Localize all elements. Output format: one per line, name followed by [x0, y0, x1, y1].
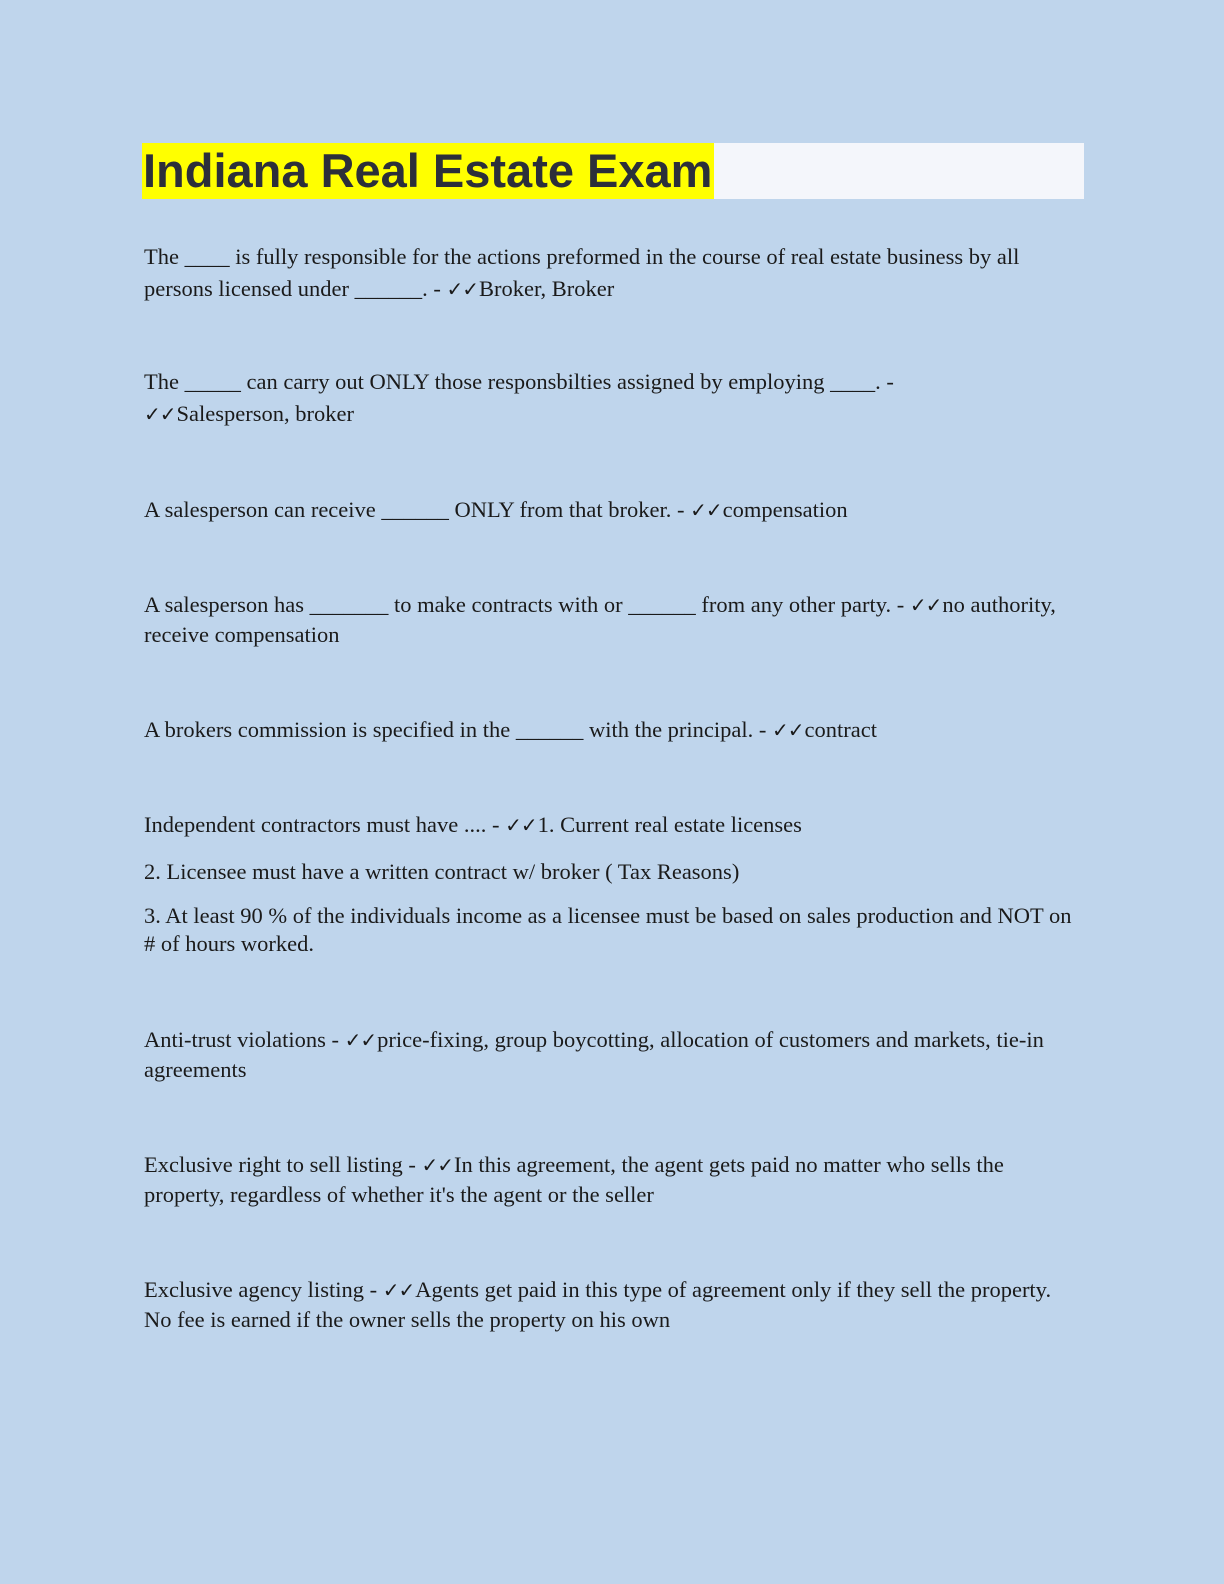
qa-item-7: [144, 1025, 1084, 1085]
double-check-icon: ✓✓: [421, 1153, 453, 1177]
answer-text: Agents get paid in this type of agreement only if they sell the property. No fee is earned if the owner sells the property on his own: [144, 1277, 1052, 1332]
answer-text: contract: [804, 717, 878, 742]
double-check-icon: ✓✓: [772, 718, 804, 742]
qa-text: [144, 494, 1084, 526]
answer-text: In this agreement, the agent gets paid no matter who sells the property, regardless of whether it's the agent or the seller: [144, 1152, 1004, 1207]
qa-item-3: [144, 494, 1084, 526]
double-check-icon: ✓✓: [505, 813, 537, 837]
answer-text: price-fixing, group boycotting, allocation of customers and markets, tie-in agreements: [144, 1027, 1044, 1082]
question-text: Independent contractors must have .... -: [144, 812, 500, 837]
qa-text: [144, 590, 1084, 650]
question-text: A brokers commission is specified in the ______ with the principal. -: [144, 717, 767, 742]
question-text: A salesperson has _______ to make contracts with or ______ from any other party. -: [144, 592, 905, 617]
qa-text: [144, 366, 1084, 430]
qa-text: [144, 1025, 1084, 1085]
double-check-icon: ✓✓: [144, 402, 176, 426]
question-text: Exclusive right to sell listing -: [144, 1152, 416, 1177]
qa-item-8: [144, 1150, 1084, 1210]
answer-text: 1. Current real estate licenses: [537, 812, 802, 837]
qa-text: [144, 241, 1084, 305]
page-title: Indiana Real Estate Exam: [143, 144, 713, 197]
qa-item-5: [144, 714, 1084, 746]
answer-text: Broker, Broker: [478, 276, 615, 301]
double-check-icon: ✓✓: [690, 498, 722, 522]
answer-text: compensation: [722, 497, 848, 522]
qa-text: [144, 714, 1084, 746]
qa-text: [144, 1150, 1084, 1210]
double-check-icon: ✓✓: [446, 277, 478, 301]
question-text: A salesperson can receive ______ ONLY from that broker. -: [144, 497, 685, 522]
answer-text: Salesperson, broker: [176, 401, 354, 426]
double-check-icon: ✓✓: [344, 1028, 377, 1052]
title-bar: [142, 143, 1084, 199]
answer-continuation: 3. At least 90 % of the individuals income as a licensee must be based on sales production and NOT on # of hours worked.: [144, 903, 1072, 956]
qa-text: [144, 1275, 1084, 1335]
answer-text: no authority, receive compensation: [144, 592, 1056, 647]
question-text: The _____ can carry out ONLY those responsbilties assigned by employing ____. -: [144, 369, 894, 394]
qa-item-2: [144, 366, 1084, 430]
qa-item-4: [144, 590, 1084, 650]
question-text: Anti-trust violations -: [144, 1027, 339, 1052]
qa-item-1: [144, 241, 1084, 305]
qa-text: [144, 809, 1084, 841]
question-text: The ____ is fully responsible for the actions preformed in the course of real estate business by all persons licensed under ______. -: [144, 244, 1020, 301]
double-check-icon: ✓✓: [382, 1278, 415, 1302]
qa-item-9: [144, 1275, 1084, 1335]
question-text: Exclusive agency listing -: [144, 1277, 378, 1302]
answer-continuation: 2. Licensee must have a written contract w/ broker ( Tax Reasons): [144, 859, 740, 884]
double-check-icon: ✓✓: [909, 593, 942, 617]
qa-item-6: [144, 809, 1084, 958]
